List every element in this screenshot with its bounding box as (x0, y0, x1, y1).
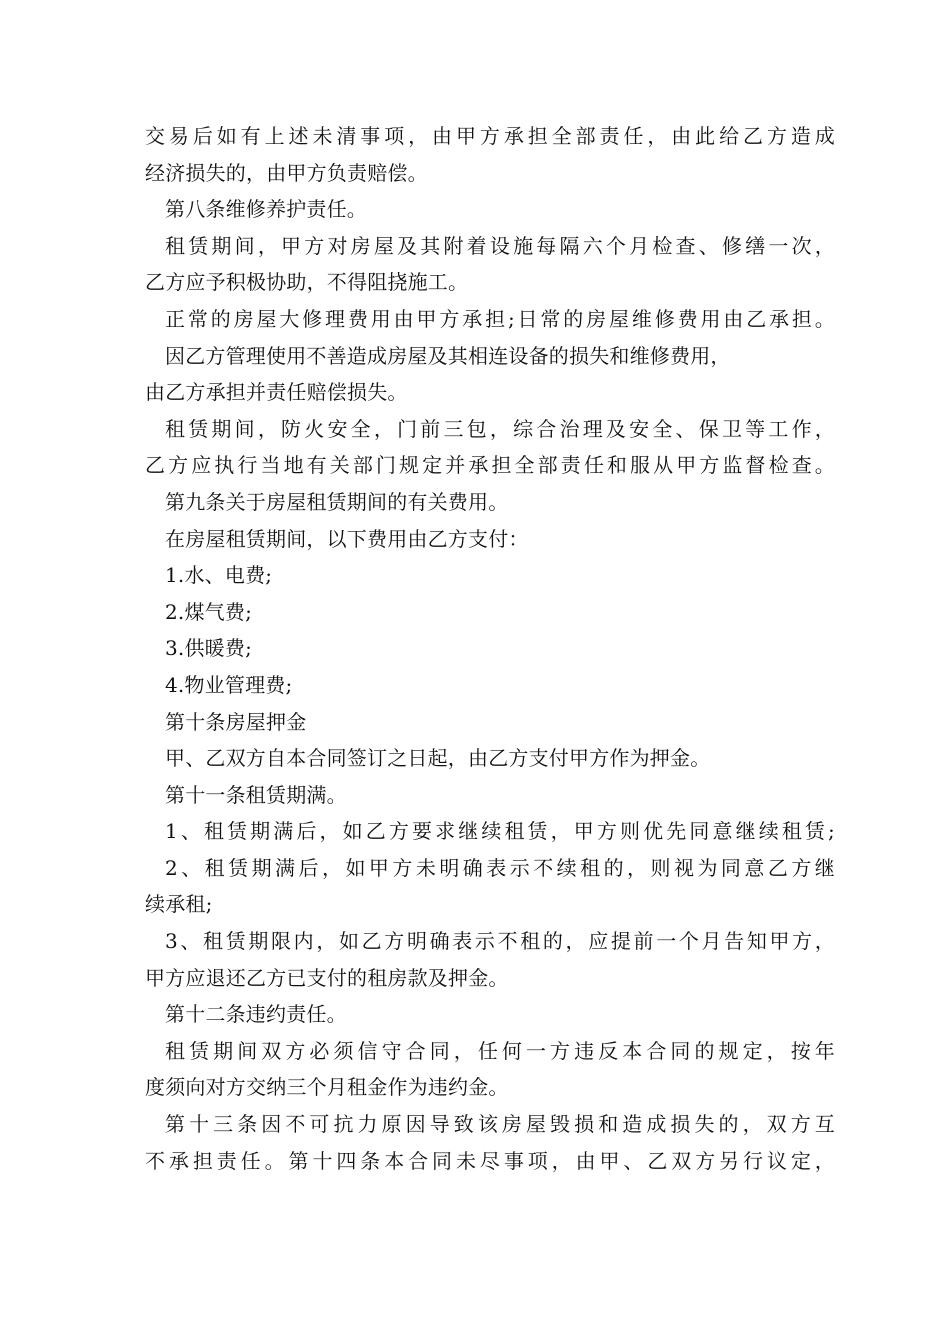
text-line: 交易后如有上述未清事项，由甲方承担全部责任，由此给乙方造成 (145, 124, 835, 148)
text-line: 3.供暖费; (165, 636, 253, 661)
text-line: 甲、乙双方自本合同签订之日起，由乙方支付甲方作为押金。 (165, 746, 711, 771)
text-line: 第十二条违约责任。 (165, 1002, 347, 1027)
text-line: 正常的房屋大修理费用由甲方承担;日常的房屋维修费用由乙承担。 (165, 306, 835, 331)
text-line: 不承担责任。第十四条本合同未尽事项，由甲、乙双方另行议定， (145, 1148, 835, 1173)
text-line: 第九条关于房屋租赁期间的有关费用。 (165, 489, 509, 514)
document-body (145, 118, 835, 1179)
text-line: 4.物业管理费; (165, 672, 293, 697)
text-line: 因乙方管理使用不善造成房屋及其相连设备的损失和维修费用， (165, 343, 731, 368)
text-line: 2.煤气费; (165, 599, 253, 624)
text-line: 租赁期间，防火安全，门前三包，综合治理及安全、保卫等工作， (165, 416, 835, 441)
text-line: 在房屋租赁期间，以下费用由乙方支付： (165, 526, 529, 551)
text-line: 续承租; (145, 892, 213, 917)
text-line: 2、租赁期满后，如甲方未明确表示不续租的，则视为同意乙方继 (165, 855, 835, 880)
text-line: 租赁期间双方必须信守合同，任何一方违反本合同的规定，按年 (165, 1038, 835, 1063)
text-line: 1、租赁期满后，如乙方要求继续租赁，甲方则优先同意继续租赁; (165, 819, 835, 844)
text-line: 经济损失的，由甲方负责赔偿。 (145, 160, 428, 185)
text-line: 第八条维修养护责任。 (165, 197, 367, 222)
text-line: 乙方应予积极协助，不得阻挠施工。 (145, 270, 469, 295)
text-line: 3、租赁期限内，如乙方明确表示不租的，应提前一个月告知甲方， (165, 929, 835, 954)
text-line: 第十条房屋押金 (165, 709, 307, 734)
text-line: 甲方应退还乙方已支付的租房款及押金。 (145, 965, 509, 990)
text-line: 第十一条租赁期满。 (165, 782, 347, 807)
text-line: 度须向对方交纳三个月租金作为违约金。 (145, 1075, 509, 1100)
text-line: 乙方应执行当地有关部门规定并承担全部责任和服从甲方监督检查。 (145, 453, 835, 478)
text-line: 由乙方承担并责任赔偿损失。 (145, 380, 408, 405)
text-line: 第十三条因不可抗力原因导致该房屋毁损和造成损失的，双方互 (165, 1112, 835, 1137)
text-line: 租赁期间，甲方对房屋及其附着设施每隔六个月检查、修缮一次， (165, 233, 835, 258)
text-line: 1.水、电费; (165, 563, 273, 588)
